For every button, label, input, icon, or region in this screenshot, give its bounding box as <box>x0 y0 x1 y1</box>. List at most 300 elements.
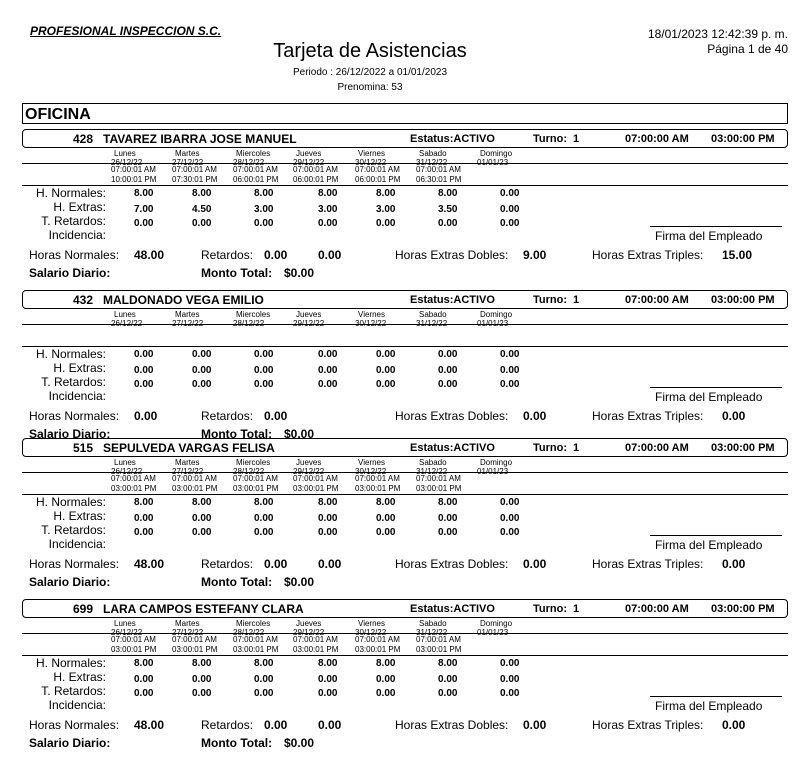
day-name: Domingo <box>480 458 513 467</box>
horas-dobles-label: Horas Extras Dobles: <box>395 248 509 262</box>
t-retardos-value: 0.00 <box>376 379 396 390</box>
signature-line <box>650 535 782 536</box>
employee-header <box>22 290 788 309</box>
employee-name: TAVAREZ IBARRA JOSE MANUEL <box>103 132 297 146</box>
signature-label: Firma del Empleado <box>655 538 763 552</box>
day-name: Martes <box>175 149 200 158</box>
employee-status: Estatus:ACTIVO <box>410 133 495 145</box>
t-retardos-value: 0.00 <box>376 527 396 538</box>
page-info: Página 1 de 40 <box>707 42 788 56</box>
h-normales-value: 0.00 <box>438 349 458 360</box>
t-retardos-value: 0.00 <box>318 688 338 699</box>
check-in-time: 07:00:01 AM <box>233 474 278 483</box>
day-date: 28/12/22 <box>233 467 265 476</box>
employee-id: 428 <box>73 132 94 146</box>
h-normales-value: 0.00 <box>500 349 520 360</box>
horas-triples-label: Horas Extras Triples: <box>592 248 704 262</box>
check-out-time: 03:00:01 PM <box>355 484 401 493</box>
day-name: Sabado <box>419 310 447 319</box>
t-retardos-label: T. Retardos: <box>41 375 106 389</box>
t-retardos-value: 0.00 <box>318 527 338 538</box>
h-normales-label: H. Normales: <box>35 347 106 361</box>
turno-label: Turno: <box>533 294 568 306</box>
t-retardos-value: 0.00 <box>254 688 274 699</box>
t-retardos-value: 0.00 <box>254 379 274 390</box>
employee-header <box>22 599 788 618</box>
monto-total-label: Monto Total: <box>201 575 273 589</box>
h-normales-value: 0.00 <box>500 658 520 669</box>
day-name: Miercoles <box>236 458 271 467</box>
horas-triples-label: Horas Extras Triples: <box>592 409 704 423</box>
report-title: Tarjeta de Asistencias <box>273 40 467 62</box>
h-normales-value: 8.00 <box>318 497 338 508</box>
shift-end: 03:00:00 PM <box>711 442 775 454</box>
day-header <box>355 310 386 328</box>
h-extras-value: 0.00 <box>438 674 458 685</box>
retardos-value: 0.00 <box>264 718 288 732</box>
day-name: Domingo <box>480 619 513 628</box>
check-out-time: 03:00:01 PM <box>416 484 462 493</box>
day-header <box>477 149 512 167</box>
check-in-time: 07:00:01 AM <box>293 635 338 644</box>
retardos-value: 0.00 <box>264 248 288 262</box>
day-header <box>233 310 270 328</box>
day-date: 28/12/22 <box>233 158 265 167</box>
horas-dobles-value: 9.00 <box>523 248 547 262</box>
check-out-time: 03:00:01 PM <box>293 484 339 493</box>
check-in-time: 07:00:01 AM <box>416 474 461 483</box>
h-normales-label: H. Normales: <box>35 656 106 670</box>
day-name: Martes <box>175 458 200 467</box>
day-name: Miercoles <box>236 149 271 158</box>
h-extras-label: H. Extras: <box>53 361 106 375</box>
h-extras-value: 3.00 <box>254 204 274 215</box>
h-normales-value: 8.00 <box>134 497 154 508</box>
t-retardos-value: 0.00 <box>500 527 520 538</box>
h-normales-value: 8.00 <box>192 188 212 199</box>
t-retardos-value: 0.00 <box>376 688 396 699</box>
employee-id: 699 <box>73 602 94 616</box>
signature-line <box>650 387 782 388</box>
check-in-time: 07:00:01 AM <box>233 165 278 174</box>
h-extras-value: 0.00 <box>500 513 520 524</box>
day-date: 31/12/22 <box>416 628 448 637</box>
retardos-label: Retardos: <box>201 718 254 732</box>
horas-dobles-value: 0.00 <box>523 409 547 423</box>
horas-triples-value: 15.00 <box>722 248 753 262</box>
h-extras-value: 0.00 <box>134 674 154 685</box>
employee-card <box>0 290 806 450</box>
horas-triples-value: 0.00 <box>722 409 746 423</box>
horas-dobles-label: Horas Extras Dobles: <box>395 409 509 423</box>
day-date: 29/12/22 <box>293 467 325 476</box>
h-extras-value: 4.50 <box>192 204 212 215</box>
horas-dobles-value: 0.00 <box>523 718 547 732</box>
department-header: OFICINA <box>22 103 788 124</box>
day-date: 30/12/22 <box>355 467 387 476</box>
day-date: 29/12/22 <box>293 628 325 637</box>
check-out-time: 03:00:01 PM <box>416 645 462 654</box>
day-name: Viernes <box>358 149 385 158</box>
t-retardos-value: 0.00 <box>438 218 458 229</box>
h-normales-value: 8.00 <box>438 658 458 669</box>
day-name: Viernes <box>358 310 385 319</box>
day-date: 27/12/22 <box>172 628 204 637</box>
day-name: Sabado <box>419 149 447 158</box>
day-name: Sabado <box>419 458 447 467</box>
day-header <box>111 310 142 328</box>
t-retardos-value: 0.00 <box>192 527 212 538</box>
t-retardos-value: 0.00 <box>376 218 396 229</box>
day-date: 30/12/22 <box>355 158 387 167</box>
t-retardos-value: 0.00 <box>134 688 154 699</box>
h-extras-value: 0.00 <box>134 513 154 524</box>
t-retardos-value: 0.00 <box>438 688 458 699</box>
t-retardos-label: T. Retardos: <box>41 684 106 698</box>
incidencia-label: Incidencia: <box>48 698 106 712</box>
horas-triples-value: 0.00 <box>722 718 746 732</box>
day-date: 31/12/22 <box>416 319 448 328</box>
h-normales-value: 0.00 <box>376 349 396 360</box>
employee-status: Estatus:ACTIVO <box>410 442 495 454</box>
retardos-extra-value: 0.00 <box>318 248 342 262</box>
divider <box>22 655 788 656</box>
t-retardos-value: 0.00 <box>134 379 154 390</box>
day-date: 31/12/22 <box>416 467 448 476</box>
h-extras-value: 0.00 <box>376 365 396 376</box>
salario-diario-label: Salario Diario: <box>29 266 111 280</box>
employee-status: Estatus:ACTIVO <box>410 603 495 615</box>
t-retardos-value: 0.00 <box>318 379 338 390</box>
monto-total-value: $0.00 <box>284 736 315 750</box>
retardos-value: 0.00 <box>264 409 288 423</box>
horas-normales-label: Horas Normales: <box>29 557 120 571</box>
h-normales-label: H. Normales: <box>35 495 106 509</box>
monto-total-label: Monto Total: <box>201 736 273 750</box>
signature-line <box>650 226 782 227</box>
divider <box>22 163 788 164</box>
day-name: Jueves <box>296 149 322 158</box>
signature-line <box>650 696 782 697</box>
h-normales-value: 8.00 <box>192 497 212 508</box>
check-out-time: 07:30:01 PM <box>172 175 218 184</box>
check-in-time: 07:00:01 AM <box>293 165 338 174</box>
check-in-time: 07:00:01 AM <box>111 635 156 644</box>
retardos-extra-value: 0.00 <box>318 557 342 571</box>
t-retardos-label: T. Retardos: <box>41 523 106 537</box>
day-name: Lunes <box>114 619 136 628</box>
check-out-time: 06:00:01 PM <box>355 175 401 184</box>
t-retardos-value: 0.00 <box>254 527 274 538</box>
shift-end: 03:00:00 PM <box>711 133 775 145</box>
t-retardos-value: 0.00 <box>500 218 520 229</box>
day-name: Sabado <box>419 619 447 628</box>
company-name: PROFESIONAL INSPECCION S.C. <box>30 24 222 38</box>
h-extras-value: 3.00 <box>376 204 396 215</box>
t-retardos-value: 0.00 <box>192 688 212 699</box>
retardos-label: Retardos: <box>201 557 254 571</box>
horas-dobles-value: 0.00 <box>523 557 547 571</box>
h-normales-value: 8.00 <box>376 188 396 199</box>
shift-start: 07:00:00 AM <box>625 133 689 145</box>
day-date: 01/01/23 <box>477 158 509 167</box>
turno-label: Turno: <box>533 603 568 615</box>
day-name: Miercoles <box>236 310 271 319</box>
t-retardos-value: 0.00 <box>318 218 338 229</box>
monto-total-value: $0.00 <box>284 575 315 589</box>
h-extras-value: 0.00 <box>192 674 212 685</box>
employee-card <box>0 599 806 759</box>
h-extras-value: 0.00 <box>254 674 274 685</box>
check-out-time: 06:30:01 PM <box>416 175 462 184</box>
h-extras-value: 0.00 <box>376 674 396 685</box>
h-normales-value: 8.00 <box>438 497 458 508</box>
t-retardos-value: 0.00 <box>192 218 212 229</box>
day-name: Lunes <box>114 310 136 319</box>
h-extras-value: 0.00 <box>500 674 520 685</box>
employee-header <box>22 438 788 457</box>
monto-total-value: $0.00 <box>284 266 315 280</box>
t-retardos-value: 0.00 <box>438 527 458 538</box>
day-header <box>477 619 512 637</box>
turno-value: 1 <box>573 603 580 615</box>
day-date: 31/12/22 <box>416 158 448 167</box>
check-in-time: 07:00:01 AM <box>355 635 400 644</box>
h-normales-value: 8.00 <box>192 658 212 669</box>
employee-name: LARA CAMPOS ESTEFANY CLARA <box>103 602 304 616</box>
divider <box>22 185 788 186</box>
retardos-value: 0.00 <box>264 557 288 571</box>
day-date: 01/01/23 <box>477 628 509 637</box>
day-header <box>172 310 203 328</box>
check-in-time: 07:00:01 AM <box>355 474 400 483</box>
day-date: 01/01/23 <box>477 467 509 476</box>
day-date: 30/12/22 <box>355 628 387 637</box>
horas-normales-value: 48.00 <box>134 718 165 732</box>
incidencia-label: Incidencia: <box>48 228 106 242</box>
check-in-time: 07:00:01 AM <box>172 165 217 174</box>
employee-id: 432 <box>73 293 94 307</box>
h-extras-value: 0.00 <box>318 365 338 376</box>
horas-normales-value: 48.00 <box>134 557 165 571</box>
turno-label: Turno: <box>533 442 568 454</box>
h-normales-value: 0.00 <box>318 349 338 360</box>
h-normales-value: 8.00 <box>376 497 396 508</box>
check-out-time: 10:00:01 PM <box>111 175 157 184</box>
day-date: 27/12/22 <box>172 319 204 328</box>
h-normales-value: 0.00 <box>192 349 212 360</box>
check-in-time: 07:00:01 AM <box>111 165 156 174</box>
h-normales-value: 0.00 <box>134 349 154 360</box>
employee-card <box>0 438 806 598</box>
prenomina: Prenomina: 53 <box>337 82 403 93</box>
horas-triples-value: 0.00 <box>722 557 746 571</box>
day-name: Viernes <box>358 458 385 467</box>
day-name: Lunes <box>114 458 136 467</box>
check-in-time: 07:00:01 AM <box>293 474 338 483</box>
employee-name: SEPULVEDA VARGAS FELISA <box>103 441 275 455</box>
h-normales-value: 8.00 <box>376 658 396 669</box>
h-extras-value: 3.00 <box>318 204 338 215</box>
h-extras-value: 0.00 <box>438 513 458 524</box>
day-name: Jueves <box>296 458 322 467</box>
check-out-time: 03:00:01 PM <box>355 645 401 654</box>
day-name: Viernes <box>358 619 385 628</box>
divider <box>22 472 788 473</box>
day-header <box>477 458 512 476</box>
h-normales-value: 0.00 <box>500 497 520 508</box>
h-extras-value: 3.50 <box>438 204 458 215</box>
day-header <box>293 310 324 328</box>
h-extras-label: H. Extras: <box>53 670 106 684</box>
day-name: Jueves <box>296 619 322 628</box>
salario-diario-label: Salario Diario: <box>29 736 111 750</box>
employee-card <box>0 129 806 289</box>
monto-total-label: Monto Total: <box>201 427 273 441</box>
employee-id: 515 <box>73 441 94 455</box>
day-name: Martes <box>175 310 200 319</box>
day-header <box>416 310 447 328</box>
day-date: 28/12/22 <box>233 628 265 637</box>
day-date: 29/12/22 <box>293 158 325 167</box>
h-extras-value: 0.00 <box>318 513 338 524</box>
turno-value: 1 <box>573 133 580 145</box>
t-retardos-value: 0.00 <box>500 379 520 390</box>
h-extras-value: 0.00 <box>134 365 154 376</box>
day-date: 27/12/22 <box>172 158 204 167</box>
check-out-time: 03:00:01 PM <box>111 645 157 654</box>
employee-status: Estatus:ACTIVO <box>410 294 495 306</box>
check-out-time: 03:00:01 PM <box>233 645 279 654</box>
day-date: 26/12/22 <box>111 158 143 167</box>
day-name: Martes <box>175 619 200 628</box>
retardos-extra-value: 0.00 <box>318 718 342 732</box>
check-out-time: 03:00:01 PM <box>172 645 218 654</box>
check-in-time: 07:00:01 AM <box>416 165 461 174</box>
t-retardos-value: 0.00 <box>192 379 212 390</box>
h-extras-value: 0.00 <box>254 365 274 376</box>
check-out-time: 03:00:01 PM <box>172 484 218 493</box>
shift-start: 07:00:00 AM <box>625 603 689 615</box>
period: Periodo : 26/12/2022 a 01/01/2023 <box>292 67 448 78</box>
check-in-time: 07:00:01 AM <box>111 474 156 483</box>
day-date: 26/12/22 <box>111 628 143 637</box>
horas-dobles-label: Horas Extras Dobles: <box>395 718 509 732</box>
timestamp: 18/01/2023 12:42:39 p. m. <box>647 27 788 41</box>
employee-name: MALDONADO VEGA EMILIO <box>103 293 264 307</box>
h-normales-value: 8.00 <box>254 497 274 508</box>
retardos-label: Retardos: <box>201 248 254 262</box>
divider <box>22 324 788 325</box>
turno-value: 1 <box>573 442 580 454</box>
h-normales-value: 8.00 <box>254 188 274 199</box>
check-out-time: 03:00:01 PM <box>293 645 339 654</box>
t-retardos-value: 0.00 <box>134 218 154 229</box>
horas-triples-label: Horas Extras Triples: <box>592 557 704 571</box>
day-date: 29/12/22 <box>293 319 325 328</box>
h-normales-value: 8.00 <box>318 188 338 199</box>
check-out-time: 03:00:01 PM <box>233 484 279 493</box>
h-normales-value: 8.00 <box>254 658 274 669</box>
check-out-time: 03:00:01 PM <box>111 484 157 493</box>
signature-label: Firma del Empleado <box>655 390 763 404</box>
h-extras-value: 0.00 <box>500 204 520 215</box>
h-extras-value: 0.00 <box>192 365 212 376</box>
t-retardos-value: 0.00 <box>134 527 154 538</box>
t-retardos-label: T. Retardos: <box>41 214 106 228</box>
check-out-time: 06:00:01 PM <box>233 175 279 184</box>
h-normales-value: 8.00 <box>438 188 458 199</box>
shift-end: 03:00:00 PM <box>711 603 775 615</box>
check-in-time: 07:00:01 AM <box>233 635 278 644</box>
turno-label: Turno: <box>533 133 568 145</box>
h-extras-value: 0.00 <box>318 674 338 685</box>
retardos-label: Retardos: <box>201 409 254 423</box>
h-extras-value: 0.00 <box>438 365 458 376</box>
t-retardos-value: 0.00 <box>500 688 520 699</box>
day-date: 01/01/23 <box>477 319 509 328</box>
h-normales-value: 0.00 <box>254 349 274 360</box>
salario-diario-label: Salario Diario: <box>29 427 111 441</box>
shift-start: 07:00:00 AM <box>625 442 689 454</box>
check-in-time: 07:00:01 AM <box>355 165 400 174</box>
day-header <box>477 310 512 328</box>
h-normales-value: 8.00 <box>134 188 154 199</box>
salario-diario-label: Salario Diario: <box>29 575 111 589</box>
signature-label: Firma del Empleado <box>655 229 763 243</box>
t-retardos-value: 0.00 <box>438 379 458 390</box>
divider <box>22 346 788 347</box>
h-extras-value: 0.00 <box>500 365 520 376</box>
horas-normales-label: Horas Normales: <box>29 718 120 732</box>
check-in-time: 07:00:01 AM <box>172 474 217 483</box>
horas-normales-label: Horas Normales: <box>29 409 120 423</box>
day-name: Lunes <box>114 149 136 158</box>
day-date: 28/12/22 <box>233 319 265 328</box>
report-stamp <box>648 27 788 57</box>
h-extras-label: H. Extras: <box>53 509 106 523</box>
shift-end: 03:00:00 PM <box>711 294 775 306</box>
monto-total-label: Monto Total: <box>201 266 273 280</box>
h-extras-value: 0.00 <box>254 513 274 524</box>
day-name: Domingo <box>480 149 513 158</box>
h-normales-value: 8.00 <box>134 658 154 669</box>
day-date: 27/12/22 <box>172 467 204 476</box>
incidencia-label: Incidencia: <box>48 389 106 403</box>
check-out-time: 06:00:01 PM <box>293 175 339 184</box>
check-in-time: 07:00:01 AM <box>416 635 461 644</box>
employee-header <box>22 129 788 148</box>
turno-value: 1 <box>573 294 580 306</box>
h-extras-value: 0.00 <box>192 513 212 524</box>
horas-normales-value: 0.00 <box>134 409 158 423</box>
divider <box>22 494 788 495</box>
horas-normales-value: 48.00 <box>134 248 165 262</box>
h-normales-label: H. Normales: <box>35 186 106 200</box>
h-normales-value: 8.00 <box>318 658 338 669</box>
t-retardos-value: 0.00 <box>254 218 274 229</box>
divider <box>22 633 788 634</box>
incidencia-label: Incidencia: <box>48 537 106 551</box>
h-extras-value: 7.00 <box>134 204 154 215</box>
h-extras-value: 0.00 <box>376 513 396 524</box>
monto-total-value: $0.00 <box>284 427 315 441</box>
horas-dobles-label: Horas Extras Dobles: <box>395 557 509 571</box>
day-name: Domingo <box>480 310 513 319</box>
h-normales-value: 0.00 <box>500 188 520 199</box>
check-in-time: 07:00:01 AM <box>172 635 217 644</box>
signature-label: Firma del Empleado <box>655 699 763 713</box>
